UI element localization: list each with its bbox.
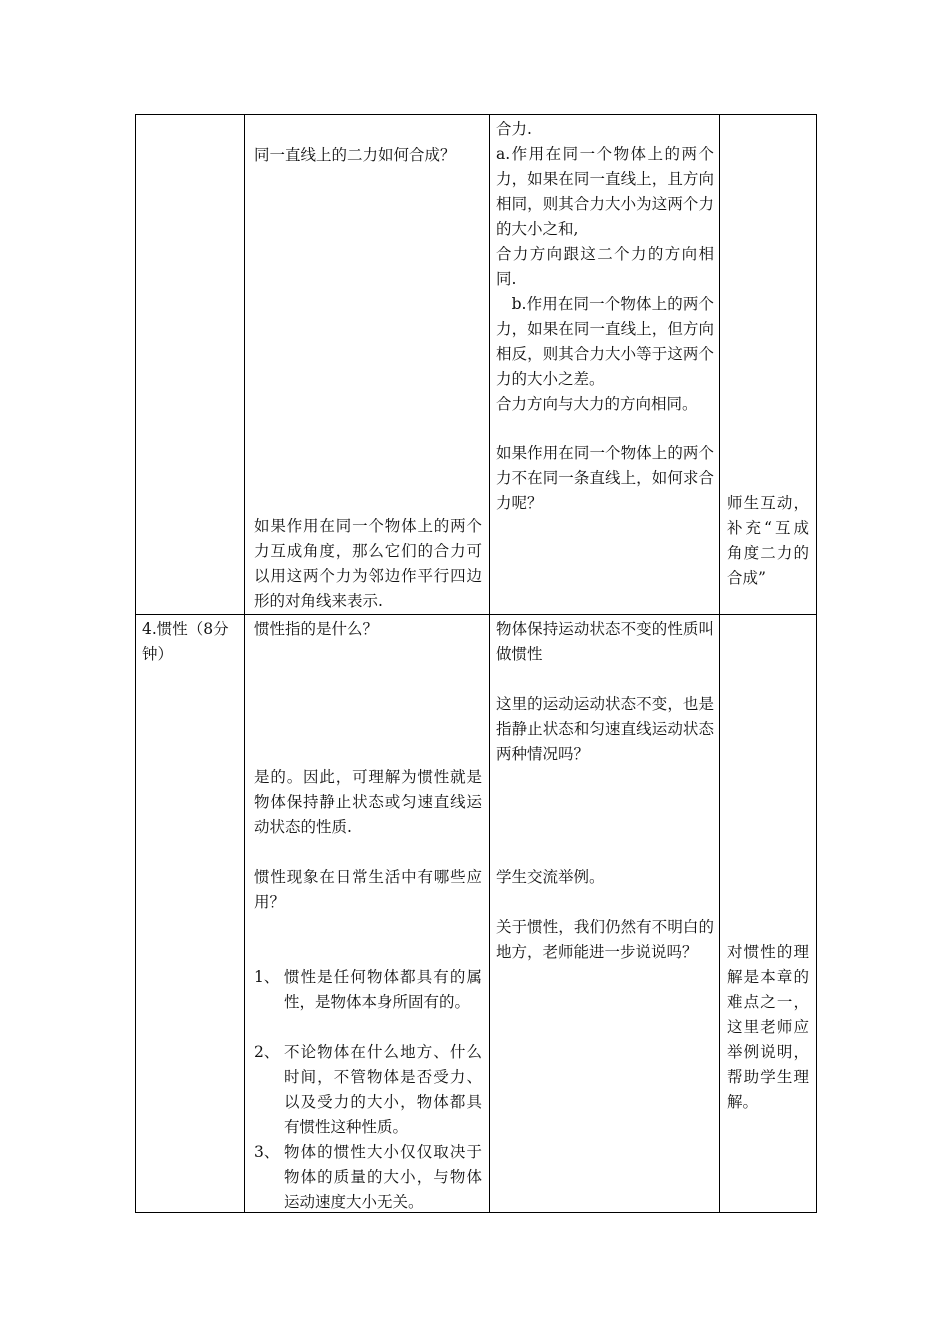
row1-col3-line: b.作用在同一个物体上的两个力，如果在同一直线上，但方向相反，则其合力大小等于这两个力的大小之差。	[496, 295, 714, 388]
row2-col2-question2: 惯性现象在日常生活中有哪些应用？	[254, 868, 482, 911]
row2-col3-ask: 关于惯性，我们仍然有不明白的地方，老师能进一步说说吗？	[496, 918, 714, 961]
row-divider	[136, 614, 816, 615]
row2-col3-definition: 物体保持运动状态不变的性质叫做惯性	[496, 620, 714, 663]
row2-col2-question: 惯性指的是什么？	[254, 620, 379, 638]
list-text: 惯性是任何物体都具有的属性，是物体本身所固有的。	[284, 968, 482, 1011]
row1-col2-explanation: 如果作用在同一个物体上的两个力互成角度，那么它们的合力可以用这两个力为邻边作平行四边形的对角线来表示.	[254, 517, 482, 610]
list-number: 2、	[254, 1043, 280, 1061]
row1-col3-line: 合力方向跟这二个力的方向相同.	[496, 245, 714, 288]
row1-col3-content	[496, 117, 714, 417]
row2-list-item	[254, 965, 482, 1015]
row1-col3-question: 如果作用在同一个物体上的两个力不在同一条直线上，如何求合力呢？	[496, 444, 714, 512]
row2-col3-students: 学生交流举例。	[496, 868, 605, 886]
row2-list-item	[254, 1140, 482, 1215]
row1-col3-line: 合力方向与大力的方向相同。	[496, 395, 698, 413]
row2-list-item	[254, 1040, 482, 1140]
list-text: 物体的惯性大小仅仅取决于物体的质量的大小，与物体运动速度大小无关。	[284, 1143, 482, 1211]
list-number: 1、	[254, 968, 280, 986]
list-text: 不论物体在什么地方、什么时间，不管物体是否受力、以及受力的大小，物体都具有惯性这种性质。	[284, 1043, 482, 1136]
row2-col2-answer: 是的。因此，可理解为惯性就是物体保持静止状态或匀速直线运动状态的性质.	[254, 768, 482, 836]
row2-section-title: 4.惯性（8分钟）	[142, 620, 229, 663]
column-divider	[244, 115, 245, 1212]
column-divider	[489, 115, 490, 1212]
column-divider	[719, 115, 720, 1212]
row1-col2-question: 同一直线上的二力如何合成？	[254, 146, 456, 164]
row1-col3-line: 合力.	[496, 120, 532, 138]
list-number: 3、	[254, 1143, 280, 1161]
row1-col4-note: 师生互动，补充“互成角度二力的合成”	[727, 494, 809, 587]
row2-col4-note: 对惯性的理解是本章的难点之一，这里老师应举例说明，帮助学生理解。	[727, 943, 809, 1111]
row1-col3-line: a.作用在同一个物体上的两个力，如果在同一直线上，且方向相同，则其合力大小为这两个力的大小之和,	[496, 145, 714, 238]
row2-col3-question: 这里的运动运动状态不变，也是指静止状态和匀速直线运动状态两种情况吗？	[496, 695, 714, 763]
